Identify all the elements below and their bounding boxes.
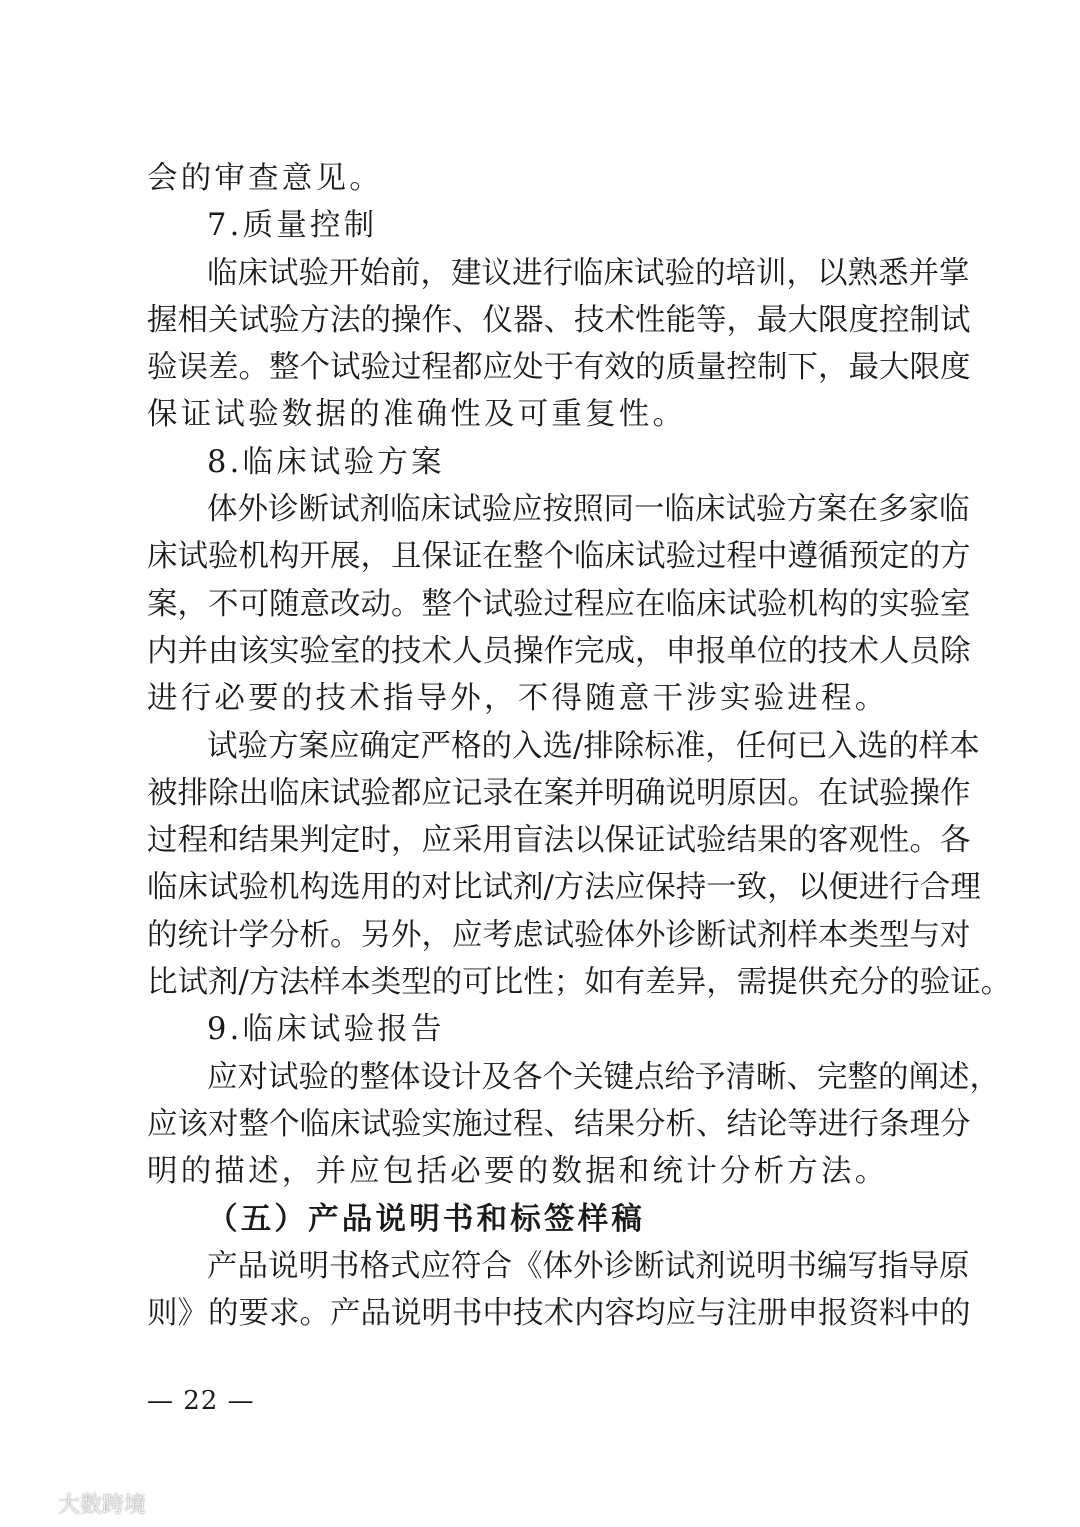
text-line: 保证试验数据的准确性及可重复性。 bbox=[147, 397, 687, 433]
text-line: 8.临床试验方案 bbox=[207, 444, 445, 480]
text-line: 临床试验机构选用的对比试剂/方法应保持一致，以便进行合理 bbox=[147, 870, 981, 906]
watermark bbox=[8, 1488, 146, 1518]
text-line: 体外诊断试剂临床试验应按照同一临床试验方案在多家临 bbox=[207, 492, 970, 528]
watermark-text: 大数跨境 bbox=[58, 1492, 147, 1518]
document-body bbox=[147, 155, 1012, 1337]
text-line: 应对试验的整体设计及各个关键点给予清晰、完整的阐述， bbox=[207, 1059, 1000, 1095]
text-line: 临床试验开始前，建议进行临床试验的培训，以熟悉并掌 bbox=[207, 255, 970, 291]
text-line: 案，不可随意改动。整个试验过程应在临床试验机构的实验室 bbox=[147, 586, 971, 622]
text-line: 内并由该实验室的技术人员操作完成，申报单位的技术人员除 bbox=[147, 633, 971, 669]
text-line: 应该对整个临床试验实施过程、结果分析、结论等进行条理分 bbox=[147, 1106, 971, 1142]
text-line: 床试验机构开展，且保证在整个临床试验过程中遵循预定的方 bbox=[147, 539, 971, 575]
text-line: 7.质量控制 bbox=[207, 208, 378, 244]
text-line: 握相关试验方法的操作、仪器、技术性能等，最大限度控制试 bbox=[147, 302, 971, 338]
weibo-logo-icon bbox=[8, 1490, 52, 1516]
text-line: 进行必要的技术指导外，不得随意干涉实验进程。 bbox=[147, 681, 889, 717]
text-line: 会的审查意见。 bbox=[147, 161, 383, 196]
text-line: 比试剂/方法样本类型的可比性；如有差异，需提供充分的验证。 bbox=[147, 965, 1012, 1001]
text-line: 验误差。整个试验过程都应处于有效的质量控制下，最大限度 bbox=[147, 350, 971, 386]
text-line: 产品说明书格式应符合《体外诊断试剂说明书编写指导原 bbox=[207, 1248, 970, 1284]
text-line: 则》的要求。产品说明书中技术内容均应与注册申报资料中的 bbox=[147, 1296, 971, 1332]
text-line: 过程和结果判定时，应采用盲法以保证试验结果的客观性。各 bbox=[147, 823, 971, 859]
page-number: — 22 — bbox=[147, 1386, 255, 1416]
text-line: 明的描述，并应包括必要的数据和统计分析方法。 bbox=[147, 1154, 889, 1190]
text-line: 9.临床试验报告 bbox=[207, 1012, 445, 1048]
text-line: 被排除出临床试验都应记录在案并明确说明原因。在试验操作 bbox=[147, 775, 971, 811]
text-line: 的统计学分析。另外，应考虑试验体外诊断试剂样本类型与对 bbox=[147, 917, 971, 953]
section-heading: （五）产品说明书和标签样稿 bbox=[207, 1200, 646, 1237]
text-line: 试验方案应确定严格的入选/排除标准，任何已入选的样本 bbox=[207, 728, 980, 764]
